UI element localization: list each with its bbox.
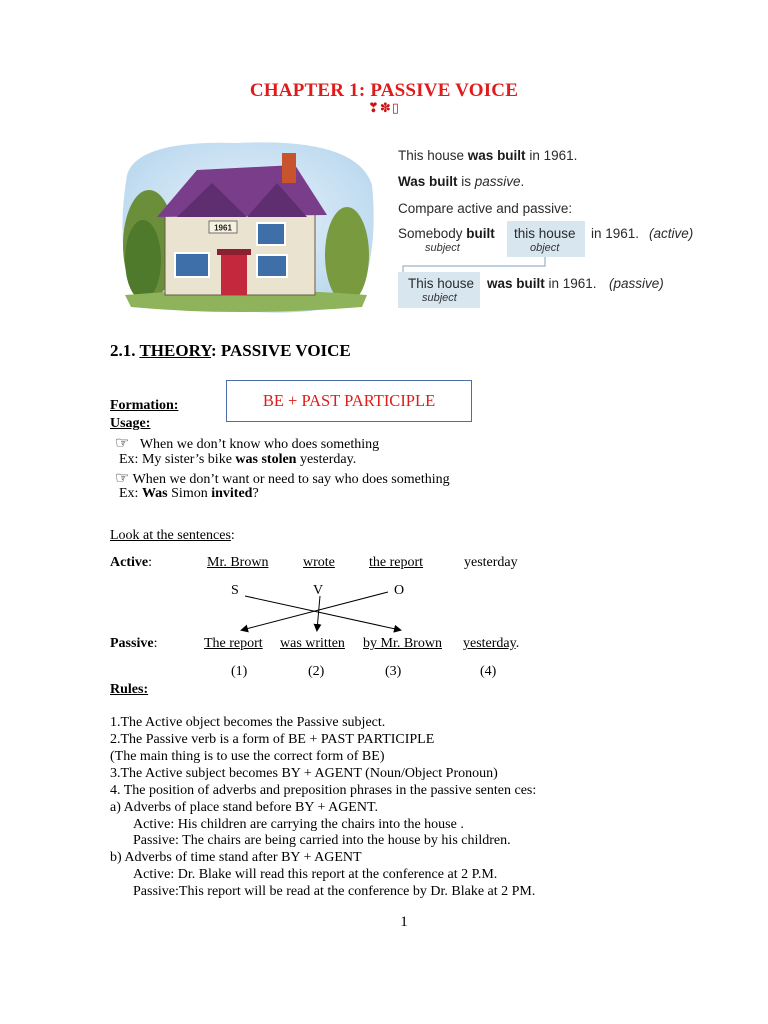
- passive-word-2: was written: [280, 636, 345, 651]
- rule-line: 4. The position of adverbs and preposition phrases in the passive senten ces:: [110, 783, 537, 798]
- rule-line: b) Adverbs of time stand after BY + AGENT: [110, 850, 362, 865]
- passive-word-4: yesterday.: [463, 636, 520, 651]
- rule-line: 2.The Passive verb is a form of BE + PAST PARTICIPLE: [110, 732, 435, 747]
- passive-verb: was built in 1961.: [487, 276, 597, 291]
- active-word-3: the report: [369, 555, 424, 570]
- active-this-house: this house: [514, 226, 576, 241]
- rule-example: Passive:This report will be read at the conference by Dr. Blake at 2 PM.: [133, 884, 536, 899]
- active-rest: in 1961.: [591, 226, 640, 241]
- chapter-title: CHAPTER 1: PASSIVE VOICE: [249, 80, 519, 101]
- passive-word-3: by Mr. Brown: [363, 636, 442, 651]
- svo-o: O: [394, 583, 405, 598]
- active-word-2: wrote: [303, 555, 335, 570]
- rule-line: a) Adverbs of place stand before BY + AGENT.: [110, 800, 378, 815]
- active-object-label: object: [530, 242, 560, 254]
- passive-subject-label: subject: [422, 292, 457, 304]
- rule-line: (The main thing is to use the correct form of BE): [110, 749, 385, 764]
- usage-example-2: Ex: Was Simon invited?: [119, 486, 259, 501]
- active-tag: (active): [649, 226, 694, 241]
- rule-example: Active: His children are carrying the chairs into the house .: [133, 817, 464, 832]
- formula-box: BE + PAST PARTICIPLE: [226, 380, 472, 422]
- active-subject-label: subject: [425, 242, 460, 254]
- pointing-hand-icon: ☞: [115, 435, 130, 452]
- num-2: (2): [308, 664, 325, 679]
- rules-label: Rules:: [110, 682, 149, 697]
- transformation-arrows: [220, 590, 420, 635]
- rule-example: Passive: The chairs are being carried into the house by his children.: [133, 833, 511, 848]
- pointing-hand-icon: ☞: [115, 470, 130, 487]
- active-word-4: yesterday: [464, 555, 518, 570]
- expl-line-2: Was built is passive.: [398, 174, 525, 189]
- active-label: Active:: [110, 555, 152, 570]
- passive-label: Passive:: [110, 636, 158, 651]
- usage-example-1: Ex: My sister’s bike was stolen yesterday.: [119, 452, 357, 467]
- passive-tag: (passive): [609, 276, 664, 291]
- expl-line-1: This house was built in 1961.: [398, 148, 578, 163]
- title-ornament: ❣✽▯: [368, 100, 400, 115]
- num-1: (1): [231, 664, 248, 679]
- passive-word-1: The report: [204, 636, 263, 651]
- house-illustration: [117, 135, 379, 317]
- rule-line: 3.The Active subject becomes BY + AGENT (Noun/Object Pronoun): [110, 766, 498, 781]
- num-3: (3): [385, 664, 402, 679]
- expl-line-3: Compare active and passive:: [398, 201, 573, 216]
- passive-this-house: This house: [408, 276, 475, 291]
- rule-line: 1.The Active object becomes the Passive subject.: [110, 715, 386, 730]
- usage-item-1: ☞ When we don’t know who does something: [115, 435, 380, 452]
- page-number: 1: [400, 914, 408, 930]
- rule-example: Active: Dr. Blake will read this report at the conference at 2 P.M.: [133, 867, 498, 882]
- house-image: [117, 135, 379, 317]
- house-plaque: 1961: [214, 223, 232, 233]
- section-heading: 2.1. THEORY: PASSIVE VOICE: [110, 341, 351, 360]
- svo-s: S: [231, 583, 239, 598]
- usage-label: Usage:: [110, 416, 151, 431]
- look-at-sentences: Look at the sentences:: [110, 528, 235, 543]
- num-4: (4): [480, 664, 497, 679]
- active-word-1: Mr. Brown: [207, 555, 269, 570]
- active-example: Somebody built: [398, 226, 495, 241]
- formation-label: Formation:: [110, 398, 179, 413]
- usage-item-2: ☞ When we don’t want or need to say who does something: [115, 470, 450, 487]
- svo-v: V: [313, 583, 324, 598]
